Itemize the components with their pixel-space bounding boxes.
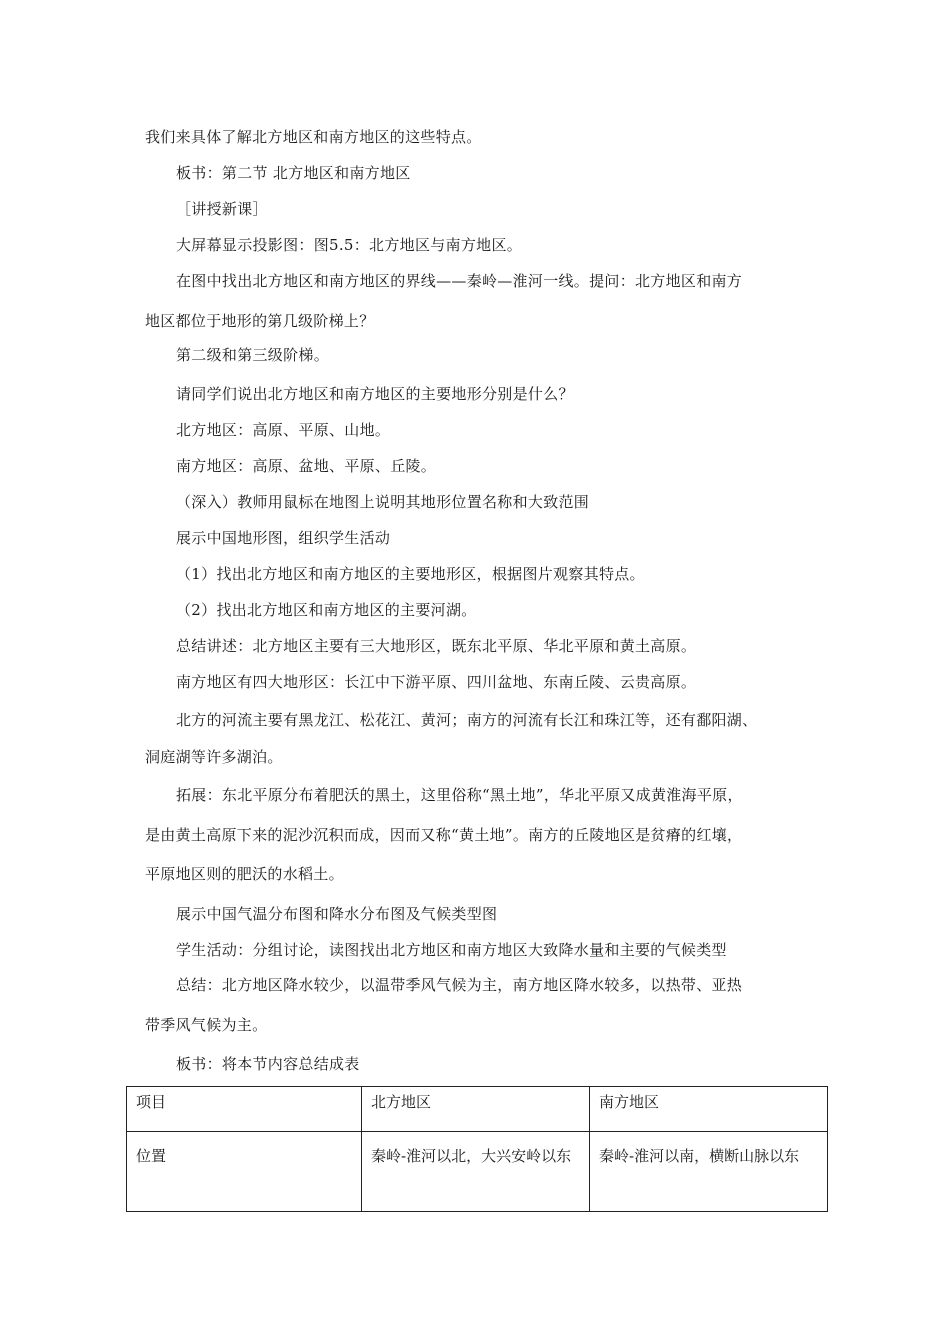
- paragraph-boundary-line2: 地区都位于地形的第几级阶梯上？: [145, 312, 375, 330]
- table-cell: 秦岭-淮河以北，大兴安岭以东: [362, 1132, 590, 1212]
- paragraph-extend-line2: 是由黄土高原下来的泥沙沉积而成，因而又称“黄土地”。南方的丘陵地区是贫瘠的红壤，: [145, 826, 743, 844]
- student-activity: 学生活动：分组讨论，读图找出北方地区和南方地区大致降水量和主要的气候类型: [176, 941, 727, 959]
- section-label: ［讲授新课］: [176, 200, 268, 218]
- south-terrain: 南方地区：高原、盆地、平原、丘陵。: [176, 457, 437, 475]
- activity-item-2: （2）找出北方地区和南方地区的主要河湖。: [176, 601, 477, 619]
- paragraph-extend-line1: 拓展：东北平原分布着肥沃的黑土，这里俗称“黑土地”，华北平原又成黄淮海平原，: [176, 786, 743, 804]
- summary-table: [126, 1086, 828, 1212]
- paragraph-boundary-line1: 在图中找出北方地区和南方地区的界线——秦岭—淮河一线。提问：北方地区和南方: [176, 272, 743, 290]
- paragraph-rivers-line2: 洞庭湖等许多湖泊。: [145, 748, 283, 766]
- activity-item-1: （1）找出北方地区和南方地区的主要地形区，根据图片观察其特点。: [176, 565, 645, 583]
- table-header-cell: 项目: [127, 1087, 362, 1132]
- paragraph-extend-line3: 平原地区则的肥沃的水稻土。: [145, 865, 344, 883]
- table-cell: 秦岭-淮河以南，横断山脉以东: [590, 1132, 828, 1212]
- summary-climate-line2: 带季风气候为主。: [145, 1016, 268, 1034]
- table-header-row: [127, 1087, 828, 1132]
- summary-south-terrain: 南方地区有四大地形区：长江中下游平原、四川盆地、东南丘陵、云贵高原。: [176, 673, 697, 691]
- summary-north-terrain: 总结讲述：北方地区主要有三大地形区，既东北平原、华北平原和黄土高原。: [176, 637, 697, 655]
- north-terrain: 北方地区：高原、平原、山地。: [176, 421, 391, 439]
- table-header-cell: 北方地区: [362, 1087, 590, 1132]
- table-cell: 位置: [127, 1132, 362, 1212]
- table-header-cell: 南方地区: [590, 1087, 828, 1132]
- paragraph-rivers-line1: 北方的河流主要有黑龙江、松花江、黄河；南方的河流有长江和珠江等，还有鄱阳湖、: [176, 711, 758, 729]
- paragraph-projection: 大屏幕显示投影图：图5.5：北方地区与南方地区。: [176, 236, 523, 254]
- blackboard-heading: 板书：第二节 北方地区和南方地区: [176, 164, 411, 182]
- summary-climate-line1: 总结：北方地区降水较少，以温带季风气候为主，南方地区降水较多，以热带、亚热: [176, 976, 743, 994]
- paragraph-intro: 我们来具体了解北方地区和南方地区的这些特点。: [145, 128, 482, 146]
- paragraph-deepen: （深入）教师用鼠标在地图上说明其地形位置名称和大致范围: [176, 493, 590, 511]
- paragraph-climate-maps: 展示中国气温分布图和降水分布图及气候类型图: [176, 905, 498, 923]
- table-row: [127, 1132, 828, 1212]
- answer-terrain-steps: 第二级和第三级阶梯。: [176, 346, 330, 364]
- blackboard-table-note: 板书：将本节内容总结成表: [176, 1055, 360, 1073]
- paragraph-show-map: 展示中国地形图，组织学生活动: [176, 529, 391, 547]
- question-terrain: 请同学们说出北方地区和南方地区的主要地形分别是什么？: [176, 385, 574, 403]
